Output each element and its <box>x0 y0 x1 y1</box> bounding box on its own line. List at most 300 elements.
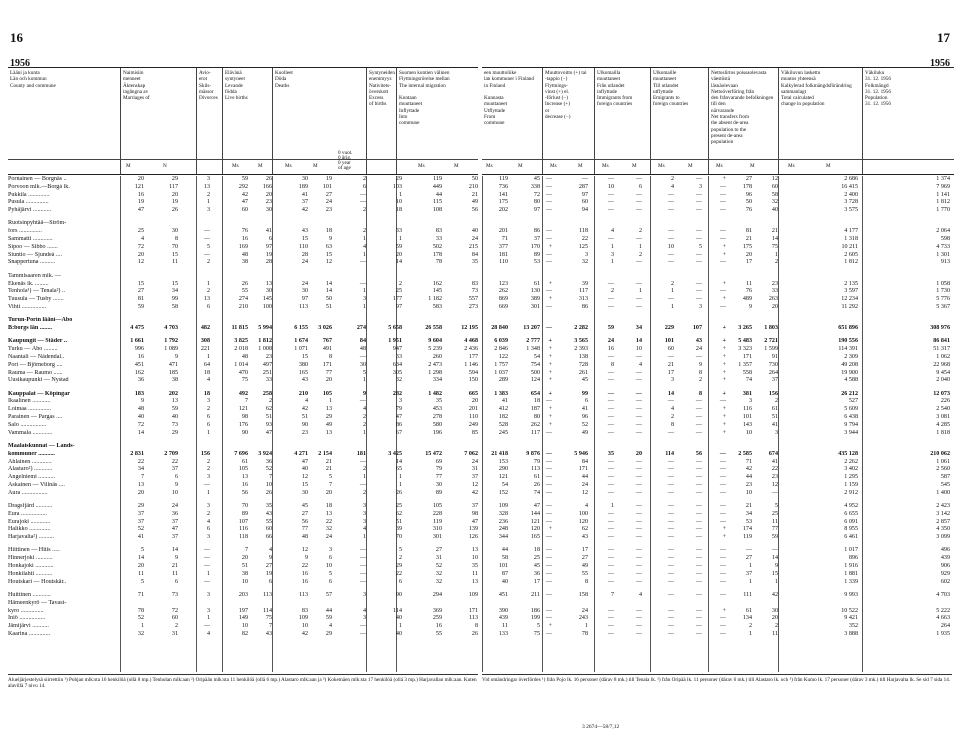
table-cell: 352 <box>848 623 858 630</box>
table-cell: 27 <box>745 555 752 562</box>
table-cell: 1 014 <box>234 361 248 368</box>
table-cell: 15 <box>137 280 144 287</box>
table-cell: — <box>695 563 702 570</box>
table-cell: — <box>695 421 702 428</box>
table-cell: 380 <box>298 361 308 368</box>
table-cell: 18 <box>203 390 210 397</box>
table-cell: 1 <box>398 474 402 481</box>
table-cell: 115 <box>433 199 442 206</box>
table-cell: 30 <box>435 481 442 488</box>
table-cell: 59 <box>607 325 614 332</box>
table-cell: 73 <box>171 591 178 598</box>
table-cell: — <box>667 555 674 562</box>
table-cell: — <box>719 489 726 496</box>
row-group <box>482 592 956 639</box>
table-cell: 18 <box>325 228 332 235</box>
table-cell: 28 <box>301 251 308 258</box>
table-cell: — <box>635 481 642 488</box>
table-cell: 71 <box>501 236 508 243</box>
table-cell: 51 <box>301 414 308 421</box>
table-cell: — <box>695 623 702 630</box>
table-cell: 2 <box>398 280 402 287</box>
table-cell: + <box>722 243 726 250</box>
table-cell: 57 <box>325 591 332 598</box>
table-cell: 16 <box>137 353 144 360</box>
table-cell: — <box>695 228 702 235</box>
table-cell: 21 <box>771 228 778 235</box>
table-cell: + <box>722 429 726 436</box>
table-cell: 8 <box>670 421 674 428</box>
table-cell: — <box>695 466 702 473</box>
table-cell: 94 <box>581 207 588 214</box>
table-cell: 85 <box>471 429 478 436</box>
table-cell: 1 951 <box>388 338 402 345</box>
table-cell: 134 <box>742 615 752 622</box>
table-cell: 12 <box>301 547 308 554</box>
table-cell: 36 <box>137 377 144 384</box>
table-cell: 14 <box>395 458 402 465</box>
table-cell: — <box>359 458 366 465</box>
table-cell: 1 730 <box>936 288 950 295</box>
table-cell: — <box>607 563 614 570</box>
table-cell: 2 <box>174 623 178 630</box>
table-cell: 243 <box>578 615 588 622</box>
table-cell: 120 <box>530 526 540 533</box>
table-cell: 34 <box>745 510 752 517</box>
table-cell: — <box>635 236 642 243</box>
table-cell: — <box>545 563 552 570</box>
table-cell: 248 <box>498 526 508 533</box>
commune-name: Honkajoki ............ <box>8 563 54 570</box>
table-cell: 301 <box>530 303 540 310</box>
table-cell: 41 <box>137 534 144 541</box>
table-cell: — <box>545 607 552 614</box>
table-cell: 264 <box>768 369 778 376</box>
table-cell: 13 <box>203 183 210 190</box>
table-cell: 28 840 <box>491 325 508 332</box>
table-cell: 101 <box>742 414 752 421</box>
table-cell: 40 <box>771 207 778 214</box>
table-cell: 10 <box>667 243 674 250</box>
table-cell: 2 <box>398 555 402 562</box>
table-cell: 6 <box>398 578 402 585</box>
table-cell: — <box>667 199 674 206</box>
table-cell: — <box>607 390 614 397</box>
table-cell: — <box>719 458 726 465</box>
table-cell: 29 <box>137 502 144 509</box>
table-cell: 2 <box>670 176 674 182</box>
table-cell: — <box>695 296 702 303</box>
table-cell: 1 <box>206 489 210 496</box>
table-cell: 22 <box>581 236 588 243</box>
table-cell: 24 <box>581 607 588 614</box>
table-cell: 41 <box>501 398 508 405</box>
table-cell: 3 <box>362 510 366 517</box>
table-cell: — <box>203 623 210 630</box>
table-cell: 51 <box>325 303 332 310</box>
table-row <box>482 377 956 385</box>
table-cell: 38 <box>241 259 248 266</box>
table-cell: 51 317 <box>933 346 950 353</box>
table-cell: 1 339 <box>844 578 858 585</box>
table-cell: 1 062 <box>936 353 950 360</box>
table-cell: 14 <box>771 236 778 243</box>
table-cell: 14 <box>635 338 642 345</box>
table-cell: 2 473 <box>428 361 442 368</box>
table-cell: + <box>722 346 726 353</box>
table-cell: — <box>667 607 674 614</box>
table-cell: 11 <box>472 570 478 577</box>
table-cell: — <box>635 466 642 473</box>
table-row <box>482 338 956 346</box>
commune-name: Loimaa ............... <box>8 406 51 413</box>
table-cell: 59 <box>325 615 332 622</box>
table-cell: 55 <box>435 630 442 637</box>
table-cell: 60 <box>771 183 778 190</box>
table-cell: 1 <box>610 502 614 509</box>
table-row <box>8 354 482 362</box>
table-row <box>8 503 482 511</box>
table-cell: + <box>722 414 726 421</box>
table-cell: — <box>607 578 614 585</box>
table-row <box>8 370 482 378</box>
table-cell: 78 <box>581 630 588 637</box>
table-cell: — <box>719 303 726 310</box>
table-cell: 5 <box>206 243 210 250</box>
table-cell: — <box>607 518 614 525</box>
table-cell: 2 <box>362 414 366 421</box>
table-cell: 47 <box>533 502 540 509</box>
table-cell: 26 558 <box>425 325 442 332</box>
table-row <box>8 296 482 304</box>
table-cell: — <box>719 623 726 630</box>
table-row <box>482 474 956 482</box>
table-cell: 27 <box>581 555 588 562</box>
table-cell: 3 <box>206 502 210 509</box>
table-cell: 45 <box>533 176 540 182</box>
table-cell: 183 <box>134 390 144 397</box>
table-cell: 1 812 <box>936 199 950 206</box>
table-cell: 2 777 <box>526 338 540 345</box>
table-cell: 2 <box>638 251 642 258</box>
table-row <box>482 296 956 304</box>
table-cell: 274 <box>356 325 366 332</box>
table-cell: — <box>545 466 552 473</box>
table-cell: 196 <box>432 429 442 436</box>
table-cell: 313 <box>578 296 588 303</box>
table-cell: + <box>722 280 726 287</box>
table-cell: 114 391 <box>838 346 858 353</box>
table-cell: 11 815 <box>231 325 248 332</box>
table-cell: — <box>719 191 726 198</box>
right-table-body <box>482 176 956 644</box>
table-cell: 10 <box>265 481 272 488</box>
table-cell: 81 <box>745 228 752 235</box>
table-cell: — <box>607 623 614 630</box>
table-cell: 114 <box>665 450 674 457</box>
table-cell: 2 <box>670 414 674 421</box>
table-cell: — <box>695 406 702 413</box>
table-cell: 55 <box>241 288 248 295</box>
table-cell: 1 <box>362 377 366 384</box>
table-cell: 4 <box>362 243 366 250</box>
table-cell: 2 540 <box>936 406 950 413</box>
commune-name: Siuntio — Sjundeå .... <box>8 251 62 258</box>
table-cell: + <box>722 176 726 182</box>
table-row <box>8 207 482 215</box>
table-cell: 3 <box>698 183 702 190</box>
table-cell: 7 969 <box>936 183 950 190</box>
table-cell: 6 <box>206 421 210 428</box>
table-cell: + <box>548 280 552 287</box>
table-cell: 10 <box>607 183 614 190</box>
table-cell: 3 <box>362 296 366 303</box>
table-cell: 12 073 <box>933 390 950 397</box>
table-cell: 2 154 <box>318 450 332 457</box>
table-cell: 1 <box>206 353 210 360</box>
table-cell: 3 <box>206 176 210 182</box>
table-cell: 14 <box>395 259 402 266</box>
table-cell: 1 <box>398 481 402 488</box>
table-cell: 3 265 <box>738 325 752 332</box>
table-cell: 451 <box>134 361 144 368</box>
table-cell: 50 <box>471 176 478 182</box>
table-cell: — <box>635 526 642 533</box>
table-cell: 21 418 <box>491 450 508 457</box>
table-cell: 10 <box>471 555 478 562</box>
table-cell: 4 <box>638 361 642 368</box>
header-population: Väkiluku 31. 12. 1956 Folkmängd 31. 12. 1956 Population 31. 12. 1956 <box>862 68 954 174</box>
table-row <box>8 482 482 490</box>
table-cell: 1 599 <box>764 346 778 353</box>
table-row <box>8 519 482 527</box>
table-cell: 15 472 <box>425 450 442 457</box>
table-cell: 70 <box>395 534 402 541</box>
table-cell: — <box>607 176 614 182</box>
table-cell: — <box>667 591 674 598</box>
table-row <box>8 406 482 414</box>
table-cell: 186 <box>530 607 540 614</box>
commune-name: Vammala ............. <box>8 429 53 436</box>
left-table-header <box>8 67 478 175</box>
table-cell: 2 <box>362 489 366 496</box>
table-cell: 6 <box>174 474 178 481</box>
table-cell: 35 <box>607 450 614 457</box>
table-cell: — <box>695 288 702 295</box>
table-row <box>482 273 956 281</box>
table-cell: 156 <box>768 390 778 397</box>
table-cell: — <box>545 183 552 190</box>
table-cell: 528 <box>498 421 508 428</box>
table-cell: 3 <box>206 534 210 541</box>
table-cell: 1 400 <box>936 489 950 496</box>
commune-name: Askainen — Villnäs .... <box>8 481 65 488</box>
table-cell: 1 348 <box>526 346 540 353</box>
table-cell: 42 <box>301 630 308 637</box>
table-cell: 49 <box>325 421 332 428</box>
table-cell: 125 <box>578 243 588 250</box>
table-cell: 489 <box>742 296 752 303</box>
table-cell: 31 <box>171 630 178 637</box>
table-cell: 3 <box>362 518 366 525</box>
table-cell: — <box>719 474 726 481</box>
table-cell: 99 <box>581 390 588 397</box>
table-cell: 13 <box>171 398 178 405</box>
table-cell: 1 071 <box>294 346 308 353</box>
table-cell: 17 <box>581 547 588 554</box>
table-cell: 14 <box>137 429 144 436</box>
table-cell: 1 146 <box>464 361 478 368</box>
table-cell: 451 <box>498 591 508 598</box>
table-cell: 24 <box>471 458 478 465</box>
table-cell: 84 <box>359 338 366 345</box>
row-group <box>482 547 956 586</box>
table-cell: 71 <box>137 591 144 598</box>
table-cell: 2 064 <box>936 228 950 235</box>
table-cell: 15 <box>325 251 332 258</box>
table-cell: 1 <box>774 251 778 258</box>
table-cell: + <box>722 390 726 397</box>
table-cell: 3 <box>670 377 674 384</box>
table-cell: 77 <box>301 526 308 533</box>
table-cell: — <box>695 534 702 541</box>
table-cell: 4 <box>206 518 210 525</box>
table-cell: — <box>545 325 552 332</box>
table-cell: — <box>607 369 614 376</box>
table-cell: — <box>545 555 552 562</box>
table-cell: 12 <box>581 489 588 496</box>
table-cell: 24 <box>607 338 614 345</box>
table-cell: 48 <box>301 534 308 541</box>
table-cell: 203 <box>238 591 248 598</box>
table-row <box>8 430 482 438</box>
table-cell: 16 415 <box>841 183 858 190</box>
table-row <box>482 459 956 467</box>
table-cell: + <box>548 406 552 413</box>
commune-name: Tenhola¹) — Tenala²) .. <box>8 288 66 295</box>
table-cell: 47 <box>241 199 248 206</box>
table-cell: 1 935 <box>936 630 950 637</box>
table-cell: 3 <box>206 474 210 481</box>
table-cell: 310 <box>432 526 442 533</box>
table-cell: 44 <box>501 547 508 554</box>
table-cell: 381 <box>742 390 752 397</box>
table-cell: 9 <box>174 353 178 360</box>
table-cell: 1 383 <box>494 390 508 397</box>
table-cell: 6 461 <box>844 534 858 541</box>
table-cell: 32 <box>435 578 442 585</box>
table-cell: 59 <box>241 176 248 182</box>
table-cell: 10 <box>635 346 642 353</box>
table-row <box>482 526 956 534</box>
table-cell: 2 135 <box>844 280 858 287</box>
table-cell: 36 <box>265 458 272 465</box>
table-cell: 2 857 <box>936 518 950 525</box>
table-cell: 37 <box>533 236 540 243</box>
table-cell: 453 <box>432 406 442 413</box>
table-row <box>8 563 482 571</box>
table-cell: 177 <box>468 353 478 360</box>
table-cell: 54 <box>501 481 508 488</box>
table-cell: — <box>545 481 552 488</box>
table-cell: 18 <box>325 502 332 509</box>
table-cell: — <box>635 518 642 525</box>
table-row <box>8 228 482 236</box>
table-cell: 12 <box>137 259 144 266</box>
table-cell: 123 <box>498 280 508 287</box>
table-cell: — <box>667 510 674 517</box>
table-cell: 3 <box>584 251 588 258</box>
table-cell: 59 <box>137 303 144 310</box>
table-cell: 56 <box>471 207 478 214</box>
header-internal-migration-in: Suomen kuntien välinen Flyttningsrörelse mellan The internal migration Kuntaan muuttaneet Inflyttade Into commune <box>396 68 478 174</box>
table-cell: 83 <box>435 228 442 235</box>
table-cell: 11 <box>746 280 752 287</box>
table-cell: 3 026 <box>318 325 332 332</box>
table-cell: 22 <box>301 563 308 570</box>
table-row <box>482 304 956 312</box>
table-cell: — <box>719 555 726 562</box>
table-cell: 2 <box>362 421 366 428</box>
table-cell: 14 <box>771 555 778 562</box>
table-cell: 41 <box>771 458 778 465</box>
table-cell: 30 <box>771 607 778 614</box>
commune-name: Uusikaupunki — Nystad <box>8 377 69 384</box>
table-cell: 60 <box>171 615 178 622</box>
table-cell: 4 <box>362 526 366 533</box>
table-cell: 70 <box>171 243 178 250</box>
table-cell: 110 <box>499 259 508 266</box>
table-cell: — <box>667 191 674 198</box>
table-cell: — <box>635 534 642 541</box>
table-cell: 1 <box>362 534 366 541</box>
table-row <box>8 623 482 631</box>
table-cell: 13 <box>137 481 144 488</box>
table-cell: 439 <box>498 615 508 622</box>
table-cell: 37 <box>137 518 144 525</box>
table-cell: 158 <box>578 591 588 598</box>
table-cell: 27 <box>301 510 308 517</box>
table-cell: 3 728 <box>844 199 858 206</box>
table-cell: 40 <box>137 414 144 421</box>
table-cell: 2 400 <box>844 191 858 198</box>
table-cell: 471 <box>168 361 178 368</box>
table-cell: 75 <box>771 243 778 250</box>
table-cell: — <box>719 570 726 577</box>
table-cell: 9 <box>268 555 272 562</box>
table-cell: 6 <box>638 183 642 190</box>
table-cell: 116 <box>743 406 752 413</box>
table-cell: 17 <box>745 259 752 266</box>
table-cell: 1 008 <box>258 346 272 353</box>
table-cell: 52 <box>265 466 272 473</box>
table-row <box>8 600 482 608</box>
table-cell: — <box>719 236 726 243</box>
table-cell: 30 <box>265 288 272 295</box>
table-cell: + <box>722 534 726 541</box>
table-cell: — <box>695 251 702 258</box>
table-cell: 1 182 <box>428 296 442 303</box>
table-cell: 121 <box>530 518 540 525</box>
table-cell: 947 <box>392 346 402 353</box>
table-cell: 502 <box>432 243 442 250</box>
table-cell: 1 <box>362 251 366 258</box>
table-cell: 24 <box>471 236 478 243</box>
table-cell: 10 <box>301 623 308 630</box>
table-cell: 2 <box>748 623 752 630</box>
table-cell: 175 <box>742 243 752 250</box>
table-row <box>482 406 956 414</box>
